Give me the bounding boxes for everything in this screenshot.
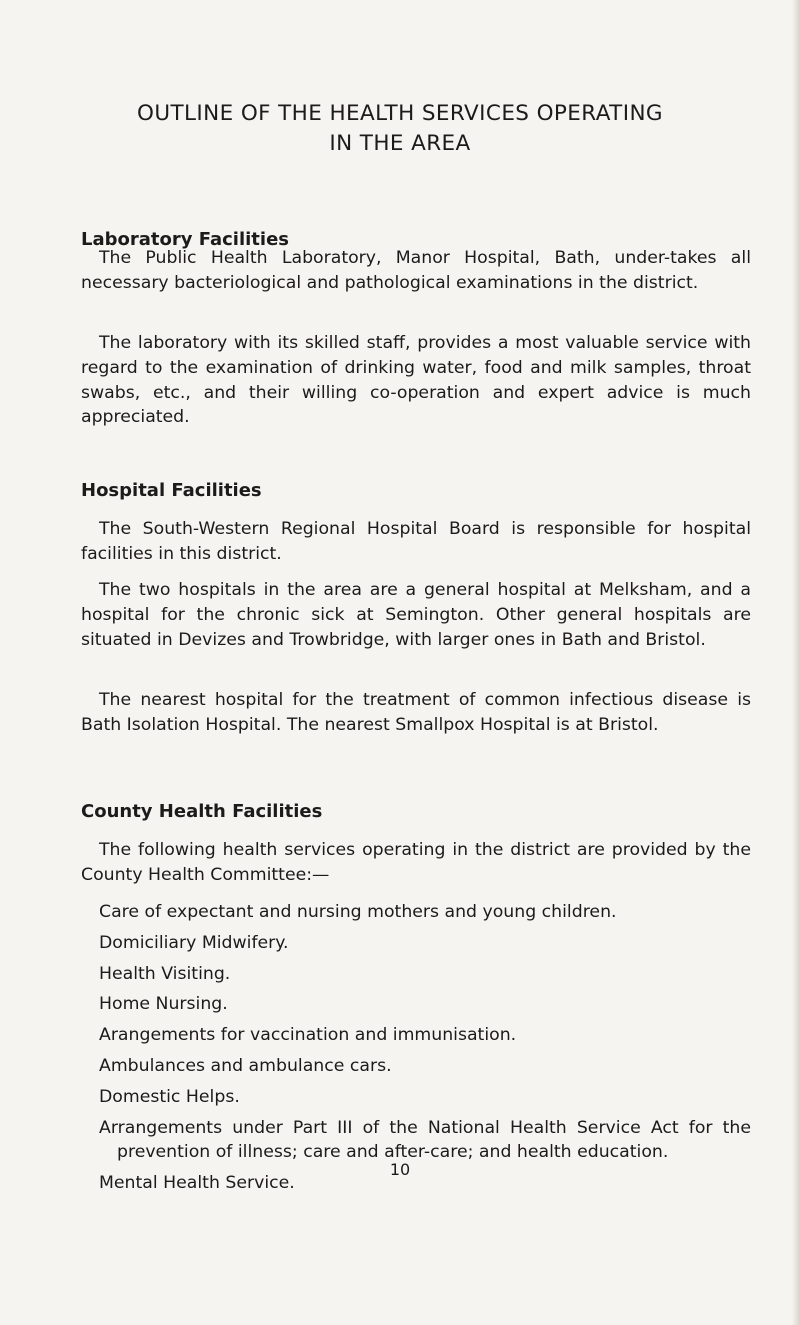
list-item: Mental Health Service. [99, 1173, 295, 1194]
list-item: Domiciliary Midwifery. [99, 932, 289, 953]
page-edge-shadow [792, 0, 800, 1325]
laboratory-paragraph-1: The Public Health Laboratory, Manor Hospital, Bath, under-takes all necessary bacteriological and pathological examinations in the district. [81, 248, 751, 293]
list-item: Ambulances and ambulance cars. [99, 1055, 392, 1076]
list-item: Arrangements under Part III of the National Health Service Act for the prevention of illness; care and after-care; and health education. [99, 1117, 751, 1163]
list-item: Arangements for vaccination and immunisation. [99, 1025, 517, 1046]
county-heading: County Health Facilities [81, 801, 323, 822]
list-item: Home Nursing. [99, 994, 228, 1015]
hospital-paragraph-1: The South-Western Regional Hospital Board is responsible for hospital facilities in this district. [81, 519, 751, 564]
county-services-list [99, 900, 751, 1196]
list-item: Care of expectant and nursing mothers and young children. [99, 902, 617, 922]
hospital-paragraph-2: The two hospitals in the area are a general hospital at Melksham, and a hospital for the chronic sick at Semington. Other general hospitals are situated in Devizes and Trowbridge, with larger ones in Bath and Bristol. [81, 580, 751, 650]
page-title-line-1: OUTLINE OF THE HEALTH SERVICES OPERATING [137, 101, 663, 126]
hospital-paragraph-3: The nearest hospital for the treatment of common infectious disease is Bath Isolation Hospital. The nearest Smallpox Hospital is at Bristol. [81, 690, 751, 735]
page-number: 10 [389, 1160, 411, 1179]
list-item: Domestic Helps. [99, 1086, 240, 1107]
laboratory-paragraph-2: The laboratory with its skilled staff, provides a most valuable service with regard to the examination of drinking water, food and milk samples, throat swabs, etc., and their willing co-operation and expert advice is much appreciated. [81, 333, 751, 428]
list-item: Health Visiting. [99, 963, 231, 984]
page-title-line-2: IN THE AREA [329, 131, 471, 156]
county-intro-paragraph: The following health services operating in the district are provided by the County Health Committee:— [81, 840, 751, 885]
laboratory-heading: Laboratory Facilities [81, 229, 290, 250]
hospital-heading: Hospital Facilities [81, 480, 262, 501]
